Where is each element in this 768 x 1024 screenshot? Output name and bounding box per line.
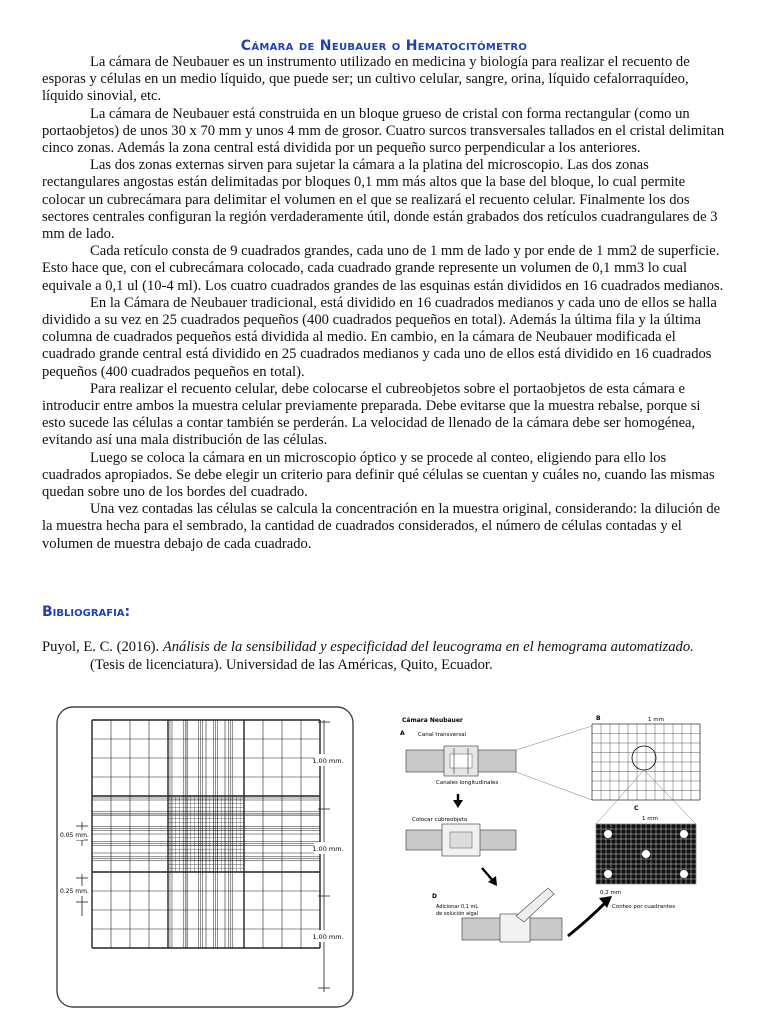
paragraph: Una vez contadas las células se calcula la concentración en la muestra original, considerando: la dilución de la muestra hecha para el sembrado, la cantidad de cuadrados considerados, el número de células contadas y el volumen de muestra debajo de cada cuadrado. <box>42 501 721 552</box>
bibliography-heading: Bibliografia: <box>42 604 131 620</box>
panel-b-label: B <box>596 715 601 722</box>
grid-label-1mm-middle: 1.00 mm. <box>312 845 344 853</box>
panel-c-label: C <box>634 805 639 812</box>
colocar-cubreobjeto-label: Colocar cubreobjeto <box>412 817 468 823</box>
one-mm-label-c: 1 mm <box>642 816 658 822</box>
paragraph: Las dos zonas externas sirven para sujetar la cámara a la platina del microscopio. Las dos zonas rectangulares angostas están delimitadas por bloques 0,1 mm más altos que la base del bloque, lo cual permite colocar un cubrecámara para delimitar el volumen en el que se realizará el recuento celular. Finalmente los dos sectores centrales configuran la región verdaderamente útil, donde están grabados dos retículos cuadrangulares de 3 mm de lado. <box>42 157 718 243</box>
canales-longitudinales-label: Canales longitudinales <box>436 780 499 786</box>
hemocytometer-grid-figure <box>56 706 354 1008</box>
grid-label-1mm-bottom: 1.00 mm. <box>312 933 344 941</box>
grid-label-005mm: 0.05 mm. <box>60 832 89 839</box>
adicionar-line1: Adicionar 0,1 mL <box>436 904 479 910</box>
grid-label-025mm: 0.25 mm. <box>60 888 89 895</box>
canal-transversal-label: Canal transversal <box>418 732 467 738</box>
panel-a-label: A <box>400 730 405 737</box>
body-text <box>42 54 726 553</box>
adicionar-line2: de solución algal <box>436 911 479 917</box>
grid-label-1mm-top: 1.00 mm. <box>312 757 344 765</box>
paragraph: Cada retículo consta de 9 cuadrados grandes, cada uno de 1 mm de lado y por ende de 1 mm2 de superficie. Esto hace que, con el cubrecámara colocado, cada cuadrado grande represente un volumen de 0,1 mm3 lo cual equivale a 0,1 ul (10-4 ml). Los cuatro cuadrados grandes de las esquinas están divididos en 16 cuadrados medianos. <box>42 243 724 294</box>
one-mm-label-b: 1 mm <box>648 717 664 723</box>
conteo-label: Conteo por cuadrantes <box>612 904 676 910</box>
reference-title: Análisis de la sensibilidad y especificidad del leucograma en el hemograma automatizado. <box>162 639 694 655</box>
panel-d-label: D <box>432 893 437 900</box>
paragraph: Luego se coloca la cámara en un microscopio óptico y se procede al conteo, eligiendo para ello los cuadrados apropiados. Se debe elegir un criterio para definir qué células se cuentan y cuáles no, cuando las mismas quedan sobre uno de los bordes del cuadrado. <box>42 449 715 501</box>
neubauer-procedure-diagram <box>396 710 702 944</box>
page-title: Cámara de Neubauer o Hematocitómetro <box>240 38 528 54</box>
paragraph: En la Cámara de Neubauer tradicional, está dividido en 16 cuadrados medianos y cada uno de ellos se halla dividido a su vez en 25 cuadrados pequeños (400 cuadrados pequeños en total). Además la última fila y la última columna de cuadrados pequeños está dividida al medio. En cambio, en la cámara de Neubauer modificada el cuadrado grande central está dividido en 25 cuadrados medianos y cada uno de ellos está dividido en 16 cuadrados pequeños (400 cuadrados pequeños en total). <box>42 294 717 380</box>
paragraph: La cámara de Neubauer es un instrumento utilizado en medicina y biología para realizar el recuento de esporas y células en un medio líquido, que puede ser; un cultivo celular, sangre, orina, líquido cefalorraquídeo, líquido sinovial, etc. <box>42 54 690 105</box>
paragraph: La cámara de Neubauer está construida en un bloque grueso de cristal con forma rectangular (como un portaobjetos) de unos 30 x 70 mm y unos 4 mm de grosor. Cuatro surcos transversales tallados en el cristal delimitan cinco zonas. Además la zona central está dividida por un pequeño surco perpendicular a los anteriores. <box>42 105 725 157</box>
reference-authors: Puyol, E. C. (2016). <box>42 639 163 655</box>
paragraph: Para realizar el recuento celular, debe colocarse el cubreobjetos sobre el portaobjetos de esta cámara e introducir entre ambos la muestra celular previamente preparada. Debe evitarse que la muestra rebalse, porque si esto sucede las células a contar también se perderán. La velocidad de llenado de la cámara debe ser homogénea, evitando así una mala distribución de las células. <box>42 380 701 449</box>
diagram-title: Cámara Neubauer <box>402 717 463 724</box>
reference-details: (Tesis de licenciatura). Universidad de las Américas, Quito, Ecuador. <box>90 657 493 673</box>
bibliography-reference <box>42 638 726 674</box>
point-two-mm-label: 0,2 mm <box>600 890 622 896</box>
